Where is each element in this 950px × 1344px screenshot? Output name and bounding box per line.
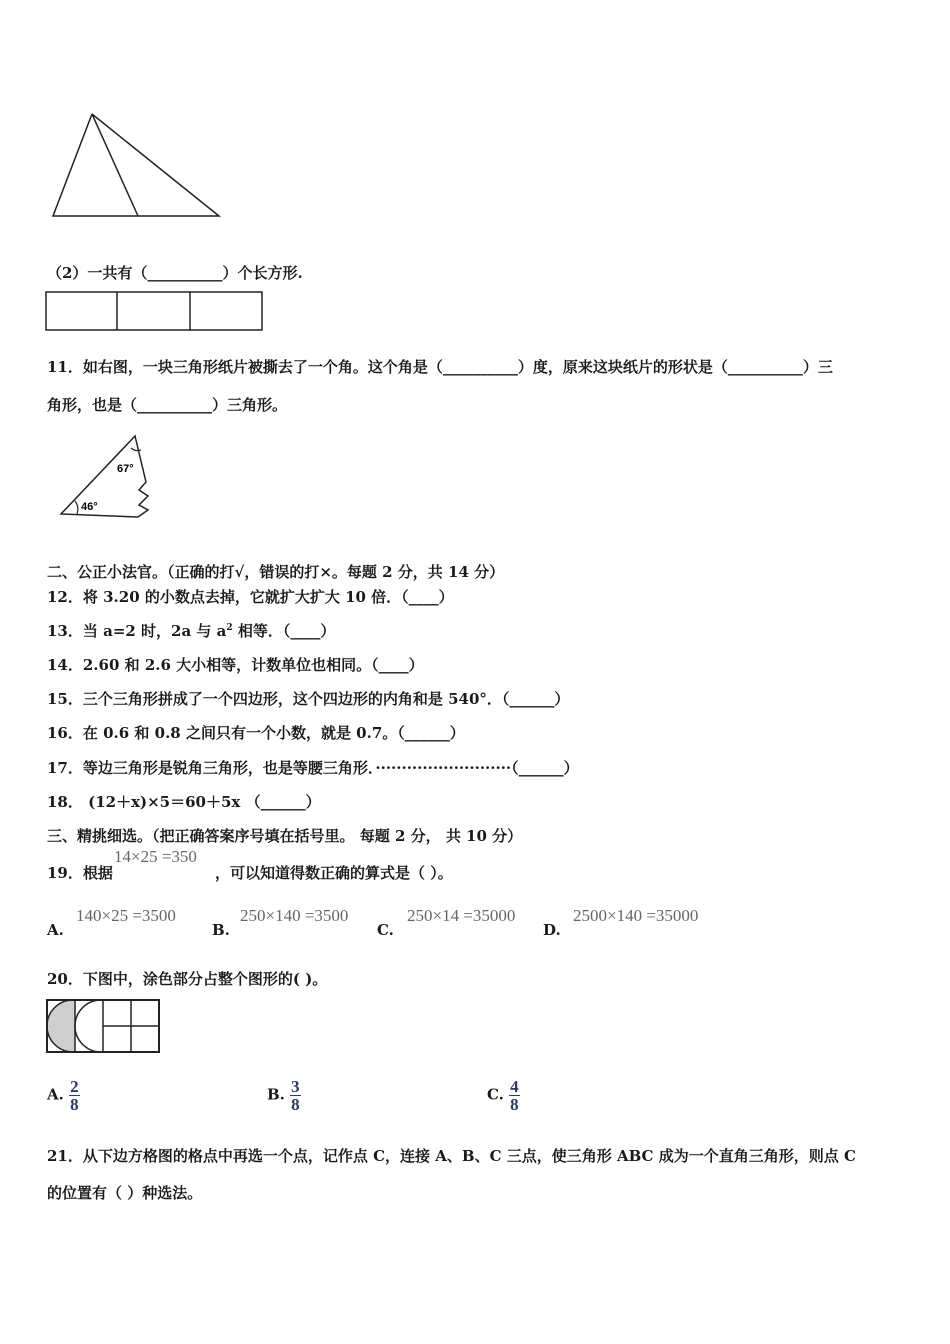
q20-option-a-label: A. — [47, 1085, 64, 1104]
q19-option-b-label: B. — [212, 921, 230, 939]
q20-option-b-label: B. — [267, 1085, 285, 1104]
rectangles-figure — [45, 291, 265, 333]
angle-67-label: 67° — [117, 463, 134, 475]
q19-option-d-expr: 2500×140 =35000 — [573, 906, 699, 925]
q16-text: 16．在 0.6 和 0.8 之间只有一个小数，就是 0.7。（______） — [47, 724, 465, 742]
q11-line1: 11．如右图，一块三角形纸片被撕去了一个角。这个角是（__________）度，原来这块纸片的形状是（__________）三 — [47, 358, 833, 376]
q18-text: 18． (12＋x)×5＝60＋5x （______） — [47, 793, 321, 811]
right-arc — [75, 1000, 101, 1052]
rectangles-outline — [46, 292, 262, 330]
q19-option-c-expr: 250×14 =35000 — [407, 906, 516, 925]
triangle-divider-line — [92, 114, 138, 216]
q20-option-a-fraction — [69, 1078, 80, 1113]
torn-triangle-outline — [61, 436, 148, 517]
triangle-figure — [45, 108, 225, 223]
q19-suffix: ，可以知道得数正确的算式是（ ）。 — [215, 864, 453, 882]
q20-option-b-num: 3 — [291, 1077, 300, 1096]
q20-option-a-num: 2 — [70, 1077, 79, 1096]
q20-option-b — [267, 1078, 301, 1113]
q12-text: 12．将 3.20 的小数点去掉，它就扩大扩大 10 倍．（____） — [47, 588, 454, 606]
q19-prefix: 19．根据 — [47, 864, 113, 882]
q20-option-c — [487, 1078, 520, 1113]
q20-shaded-grid-figure — [45, 998, 161, 1056]
q19-option-a-label: A. — [47, 921, 64, 939]
q19-given-equation: 14×25 =350 — [114, 847, 197, 866]
q13-text — [47, 620, 335, 641]
angle-46-label: 46° — [81, 501, 98, 513]
q20-option-b-den: 8 — [291, 1095, 300, 1114]
q20-option-b-fraction — [290, 1078, 301, 1113]
q15-text: 15．三个三角形拼成了一个四边形，这个四边形的内角和是 540°．（______） — [47, 690, 570, 708]
q20-text: 20．下图中，涂色部分占整个图形的( )。 — [47, 970, 328, 988]
q20-option-c-fraction — [509, 1078, 520, 1113]
q20-option-a — [47, 1078, 80, 1113]
section2-title: 二、公正小法官。（正确的打√，错误的打×。每题 2 分，共 14 分） — [47, 563, 505, 581]
q13-part-a: 13．当 a=2 时，2a 与 a — [47, 622, 227, 640]
section3-title: 三、精挑细选。（把正确答案序号填在括号里。 每题 2 分， 共 10 分） — [47, 827, 523, 845]
q13-superscript: 2 — [226, 623, 233, 633]
bottom-angle-arc — [75, 501, 78, 514]
torn-triangle-figure — [55, 430, 170, 522]
q11-line2: 角形，也是（__________）三角形。 — [47, 396, 288, 414]
q10-part2-text: （2）一共有（__________）个长方形. — [47, 264, 303, 282]
q19-option-a-expr: 140×25 =3500 — [76, 906, 176, 925]
q19-option-d-label: D. — [543, 921, 561, 939]
q20-option-c-label: C. — [487, 1085, 504, 1104]
q20-option-c-den: 8 — [510, 1095, 519, 1114]
top-angle-arc — [131, 448, 141, 451]
q17-text: 17．等边三角形是锐角三角形，也是等腰三角形．··························（______） — [47, 759, 579, 777]
triangle-outline — [53, 114, 219, 216]
q20-option-c-num: 4 — [510, 1077, 519, 1096]
q21-line2: 的位置有（ ）种选法。 — [47, 1184, 203, 1202]
q19-option-b-expr: 250×140 =3500 — [240, 906, 349, 925]
q14-text: 14．2.60 和 2.6 大小相等，计数单位也相同。（____） — [47, 656, 424, 674]
q19-option-c-label: C. — [377, 921, 394, 939]
q20-option-a-den: 8 — [70, 1095, 79, 1114]
q13-part-b: 相等．（____） — [232, 622, 336, 640]
q21-line1: 21．从下边方格图的格点中再选一个点，记作点 C，连接 A、B、C 三点，使三角形 ABC 成为一个直角三角形，则点 C — [47, 1147, 856, 1165]
